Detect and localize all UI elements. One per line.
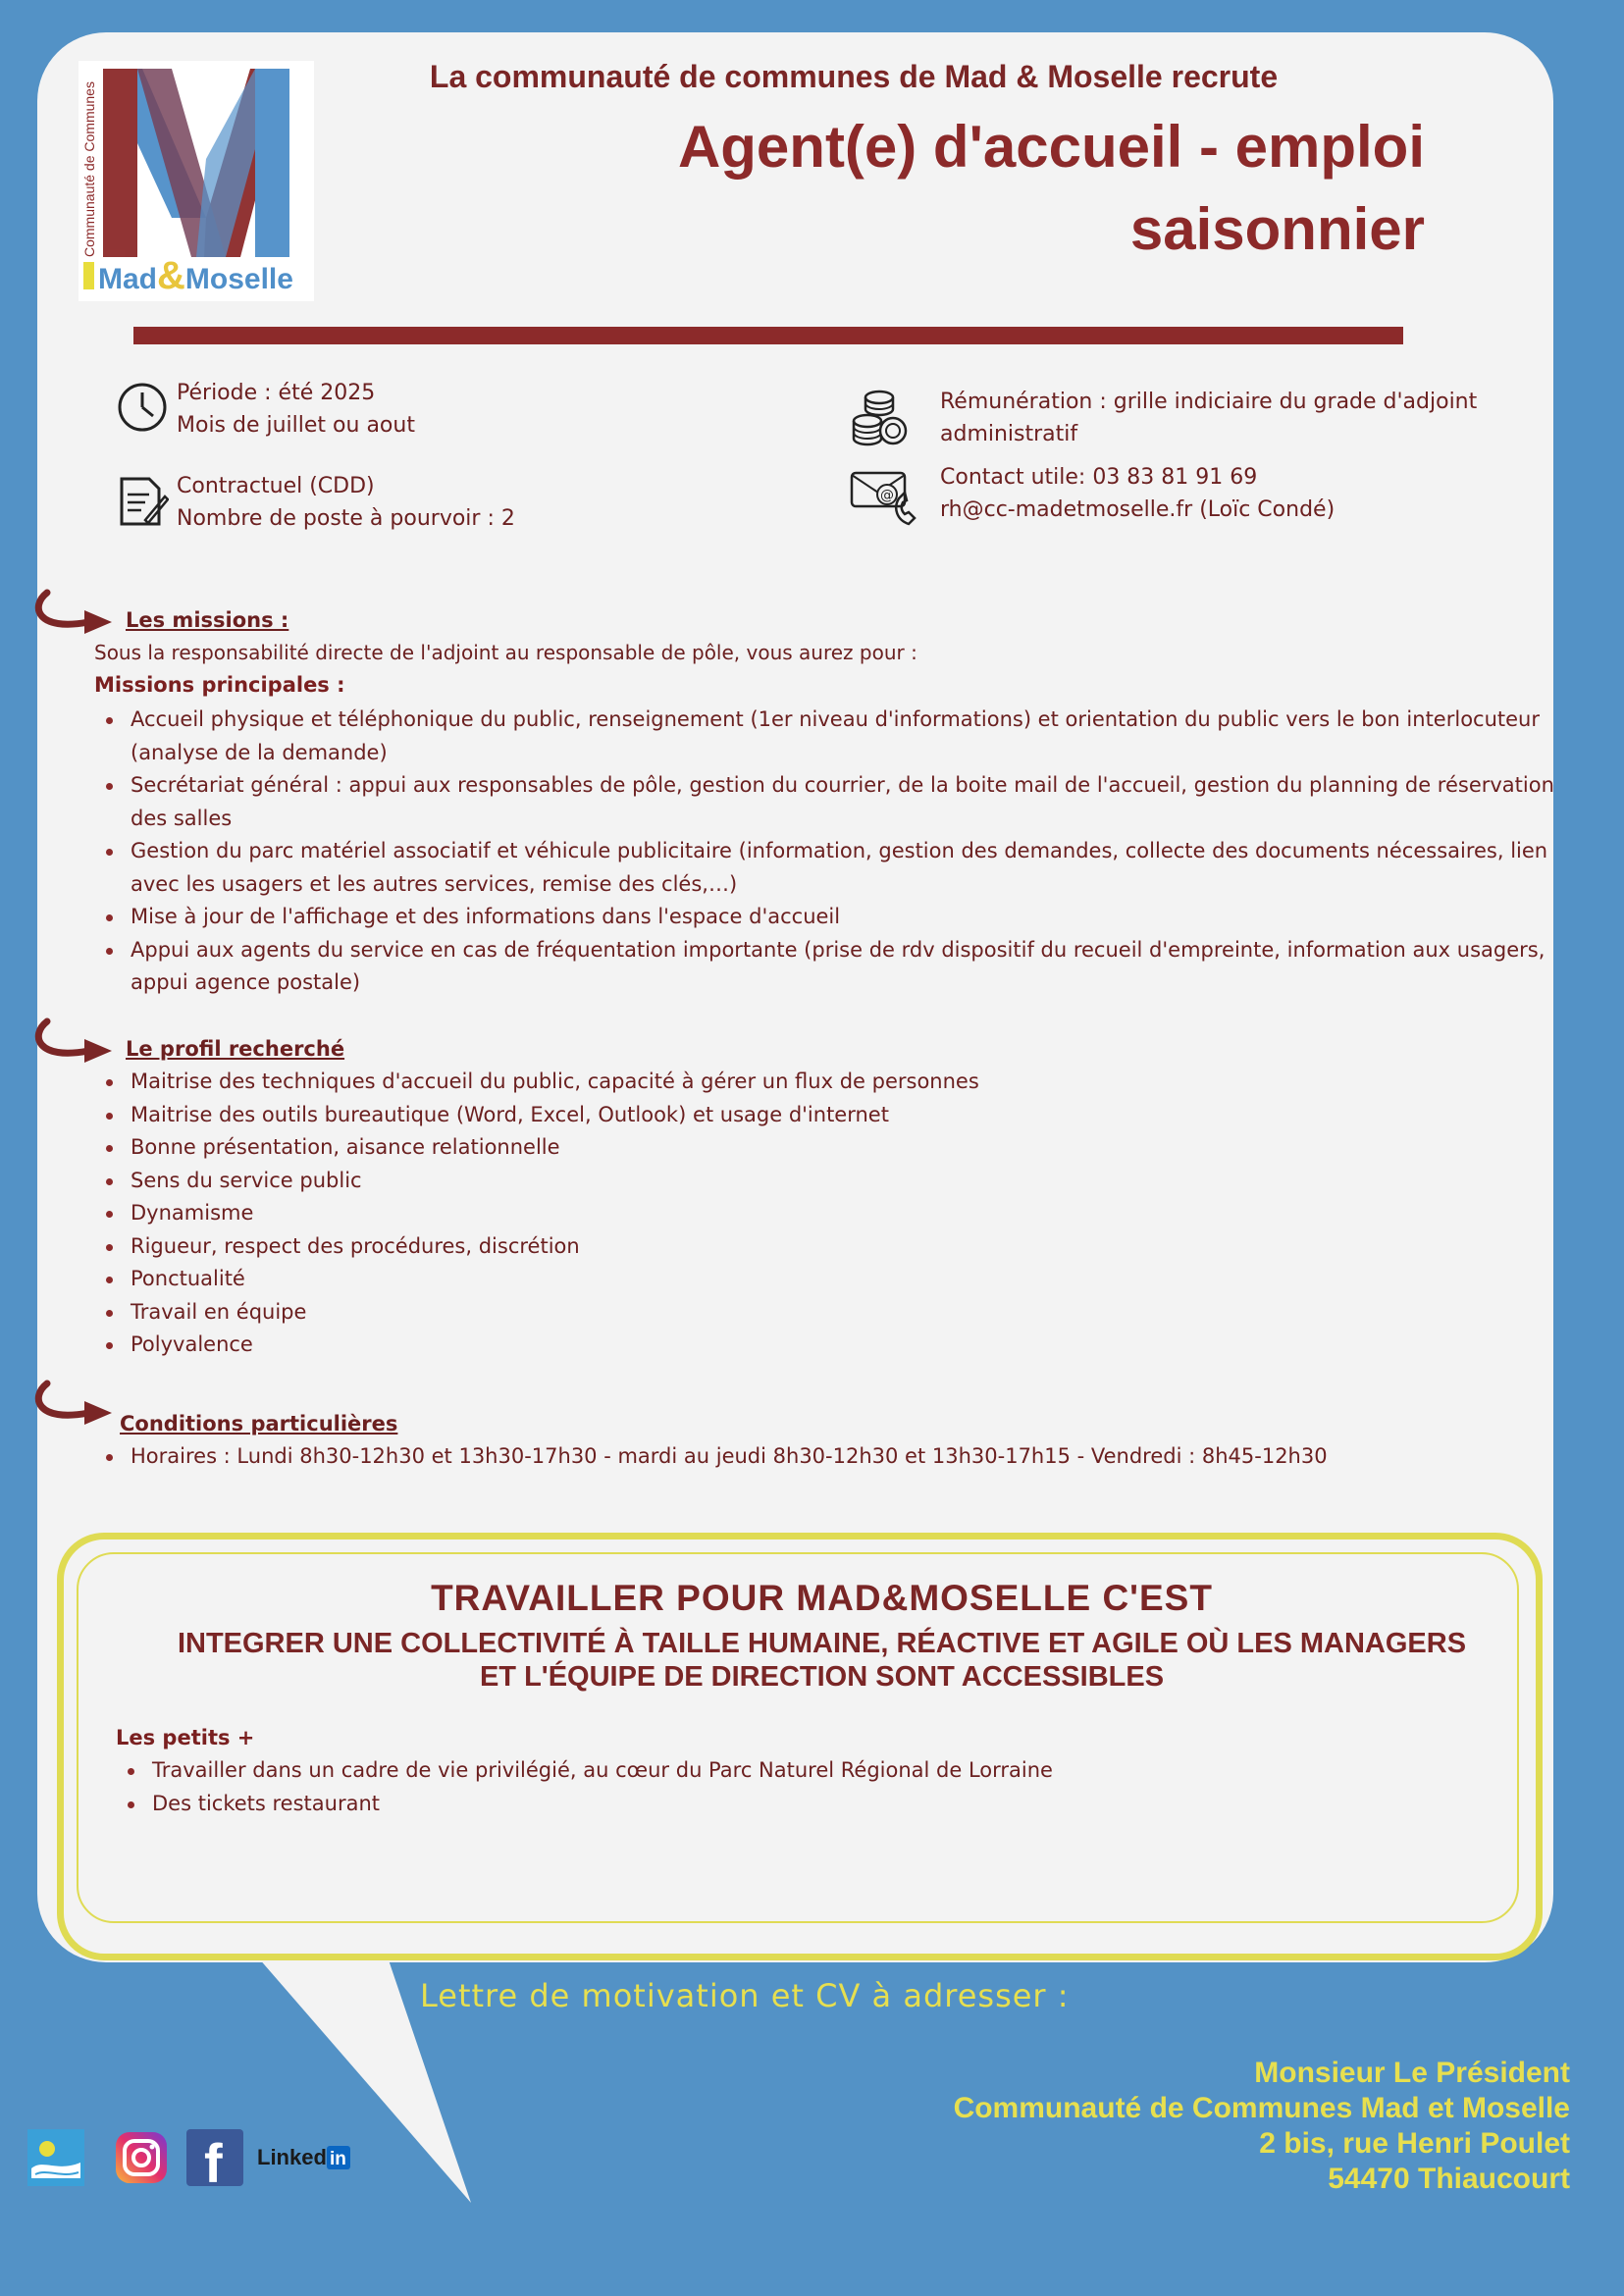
profile-item: Maitrise des techniques d'accueil du public, capacité à gérer un flux de personnes: [94, 1066, 1556, 1099]
mission-item: Accueil physique et téléphonique du public, renseignement (1er niveau d'informations) et orientation du public vers le bon interlocuteur (analyse de la demande): [94, 704, 1556, 769]
postal-address: [687, 2056, 1570, 2197]
period-line-1: Période : été 2025: [177, 381, 376, 405]
period-info: [116, 377, 665, 445]
profile-title: Le profil recherché: [126, 1037, 345, 1061]
instagram-icon[interactable]: [114, 2130, 169, 2185]
contract-line-1: Contractuel (CDD): [177, 474, 375, 498]
contact-email: rh@cc-madetmoselle.fr (Loïc Condé): [940, 497, 1336, 522]
profile-item: Maitrise des outils bureautique (Word, Excel, Outlook) et usage d'internet: [94, 1099, 1556, 1132]
mission-item: Gestion du parc matériel associatif et véhicule publicitaire (information, gestion des demandes, collecte des documents nécessaires, lien avec les usagers et les autres services, remise des clés,…): [94, 835, 1556, 901]
profile-item: Travail en équipe: [94, 1296, 1556, 1330]
mission-item: Secrétariat général : appui aux responsables de pôle, gestion du courrier, de la boite mail de l'accueil, gestion du planning de réservation des salles: [94, 769, 1556, 835]
recruiting-organization: La communauté de communes de Mad & Moselle recrute: [429, 59, 1279, 94]
contract-info: [116, 470, 665, 539]
perk-item: Travailler dans un cadre de vie privilégié, au cœur du Parc Naturel Régional de Lorraine: [116, 1754, 1490, 1788]
profile-item: Sens du service public: [94, 1165, 1556, 1198]
profile-list: [94, 1066, 1556, 1362]
mission-item: Mise à jour de l'affichage et des informations dans l'espace d'accueil: [94, 901, 1556, 934]
svg-text:@: @: [880, 488, 894, 503]
pay-line-1: Rémunération : grille indiciaire du grade d'adjoint: [940, 390, 1478, 414]
title-divider: [133, 327, 1403, 344]
conditions-arrow-icon: [29, 1380, 118, 1429]
profile-item: Bonne présentation, aisance relationnelle: [94, 1131, 1556, 1165]
missions-arrow-icon: [29, 589, 118, 638]
condition-item: Horaires : Lundi 8h30-12h30 et 13h30-17h30 - mardi au jeudi 8h30-12h30 et 13h30-17h15 - Vendredi : 8h45-12h30: [94, 1440, 1556, 1474]
clock-icon: [116, 381, 169, 434]
conditions-title: Conditions particulières: [120, 1412, 398, 1435]
address-city: 54470 Thiaucourt: [1328, 2163, 1570, 2195]
perks-label: Les petits +: [116, 1726, 255, 1749]
job-title: [444, 106, 1425, 271]
coins-icon: [850, 388, 911, 448]
profile-item: Polyvalence: [94, 1329, 1556, 1362]
missions-intro: Sous la responsabilité directe de l'adjoint au responsable de pôle, vous aurez pour :: [94, 641, 917, 664]
working-heading: TRAVAILLER POUR MAD&MOSELLE C'EST: [431, 1578, 1213, 1618]
period-line-2: Mois de juillet ou aout: [177, 413, 415, 438]
logo-ampersand: &: [157, 254, 185, 297]
address-recipient: Monsieur Le Président: [1254, 2057, 1570, 2089]
contact-phone: Contact utile: 03 83 81 91 69: [940, 465, 1258, 490]
address-organization: Communauté de Communes Mad et Moselle: [953, 2092, 1570, 2124]
contract-line-2: Nombre de poste à pourvoir : 2: [177, 506, 515, 531]
logo-vertical-text: Communauté de Communes: [81, 81, 97, 257]
facebook-icon[interactable]: [186, 2129, 243, 2186]
facebook-glyph: f: [204, 2132, 223, 2186]
application-instruction: Lettre de motivation et CV à adresser :: [420, 1977, 1070, 2014]
job-title-line-1: Agent(e) d'accueil - emploi: [677, 114, 1425, 180]
job-title-line-2: saisonnier: [1129, 196, 1425, 262]
linkedin-icon[interactable]: [257, 2143, 355, 2172]
contact-phone-email-icon: [850, 469, 922, 528]
contract-document-icon: [116, 475, 169, 530]
mad-moselle-logo: [79, 61, 314, 301]
missions-main-label: Missions principales :: [94, 673, 345, 697]
website-icon[interactable]: [27, 2129, 84, 2186]
profile-item: Ponctualité: [94, 1263, 1556, 1296]
mission-item: Appui aux agents du service en cas de fréquentation importante (prise de rdv dispositif du recueil d'empreinte, information aux usagers, appui agence postale): [94, 934, 1556, 1000]
address-street: 2 bis, rue Henri Poulet: [1259, 2127, 1570, 2160]
profile-item: Rigueur, respect des procédures, discrétion: [94, 1230, 1556, 1264]
missions-title: Les missions :: [126, 608, 289, 632]
perks-list: [116, 1754, 1490, 1820]
contact-info: [850, 461, 1537, 530]
logo-word-mad: Mad: [98, 263, 157, 295]
pay-info: [850, 386, 1537, 454]
missions-list: [94, 704, 1556, 1000]
logo-word-moselle: Moselle: [184, 263, 293, 295]
working-subheading: INTEGRER UNE COLLECTIVITÉ À TAILLE HUMAINE, RÉACTIVE ET AGILE OÙ LES MANAGERS ET L'ÉQUIPE DE DIRECTION SONT ACCESSIBLES: [177, 1628, 1467, 1693]
profile-arrow-icon: [29, 1018, 118, 1067]
linkedin-in-mark: in: [330, 2149, 346, 2169]
conditions-list: [94, 1440, 1556, 1474]
pay-line-2: administratif: [940, 422, 1078, 446]
profile-item: Dynamisme: [94, 1197, 1556, 1230]
linkedin-wordmark: Linked: [257, 2145, 327, 2169]
perk-item: Des tickets restaurant: [116, 1788, 1490, 1821]
